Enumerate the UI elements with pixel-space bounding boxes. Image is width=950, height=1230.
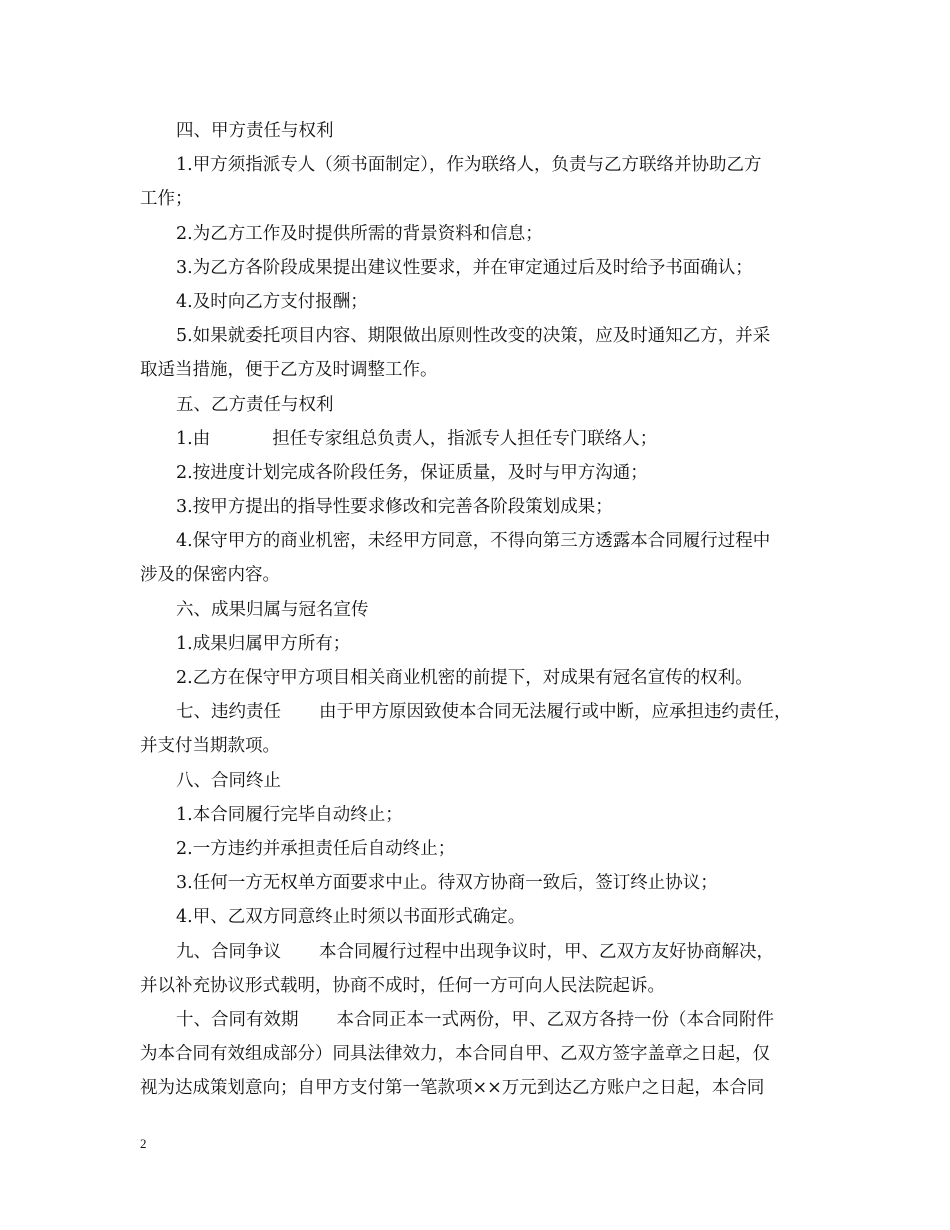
- paragraph-line: 并以补充协议形式载明，协商不成时，任何一方可向人民法院起诉。: [140, 975, 665, 996]
- paragraph-line: 并支付当期款项。: [140, 736, 280, 757]
- paragraph-line: 2.为乙方工作及时提供所需的背景资料和信息；: [176, 223, 543, 244]
- paragraph-line: 3.为乙方各阶段成果提出建议性要求，并在审定通过后及时给予书面确认；: [176, 257, 753, 278]
- section-heading: 六、成果归属与冠名宣传: [176, 599, 369, 620]
- paragraph-line: 视为达成策划意向；自甲方支付第一笔款项××万元到达乙方账户之日起，本合同: [140, 1078, 765, 1099]
- paragraph-line: 5.如果就委托项目内容、期限做出原则性改变的决策，应及时通知乙方，并采: [176, 326, 771, 347]
- section-heading-inline: 十、合同有效期 本合同正本一式两份，甲、乙双方各持一份（本合同附件: [176, 1009, 774, 1030]
- paragraph-line: 4.甲、乙双方同意终止时须以书面形式确定。: [176, 907, 526, 928]
- section-heading-inline: 七、违约责任 由于甲方原因致使本合同无法履行或中断，应承担违约责任，: [176, 702, 792, 723]
- paragraph-line: 为本合同有效组成部分）同具法律效力，本合同自甲、乙双方签字盖章之日起，仅: [140, 1044, 770, 1065]
- page-number: 2: [140, 1136, 147, 1151]
- section-heading: 四、甲方责任与权利: [176, 121, 334, 141]
- paragraph-line: 1.由 担任专家组总负责人，指派专人担任专门联络人；: [176, 428, 658, 449]
- paragraph-line: 取适当措施，便于乙方及时调整工作。: [140, 360, 438, 381]
- paragraph-line: 2.按进度计划完成各阶段任务，保证质量，及时与甲方沟通；: [176, 462, 648, 483]
- section-heading-inline: 九、合同争议 本合同履行过程中出现争议时，甲、乙双方友好协商解决，: [176, 941, 774, 962]
- section-heading: 五、乙方责任与权利: [176, 394, 334, 415]
- paragraph-line: 2.乙方在保守甲方项目相关商业机密的前提下，对成果有冠名宣传的权利。: [176, 668, 753, 688]
- contract-body: [140, 114, 830, 1105]
- paragraph-line: 2.一方违约并承担责任后自动终止；: [176, 838, 456, 859]
- paragraph-line: 3.任何一方无权单方面要求中止。待双方协商一致后，签订终止协议；: [176, 873, 718, 894]
- paragraph-line: 3.按甲方提出的指导性要求修改和完善各阶段策划成果；: [176, 497, 613, 518]
- section-heading: 八、合同终止: [176, 770, 281, 791]
- paragraph-line: 4.保守甲方的商业机密，未经甲方同意，不得向第三方透露本合同履行过程中: [176, 531, 771, 552]
- paragraph-line: 4.及时向乙方支付报酬；: [176, 291, 368, 312]
- paragraph-line: 工作；: [140, 189, 193, 210]
- paragraph-line: 1.本合同履行完毕自动终止；: [176, 804, 403, 825]
- paragraph-line: 涉及的保密内容。: [140, 565, 280, 586]
- paragraph-line: 1.甲方须指派专人（须书面制定），作为联络人，负责与乙方联络并协助乙方: [176, 155, 762, 176]
- paragraph-line: 1.成果归属甲方所有；: [176, 633, 351, 654]
